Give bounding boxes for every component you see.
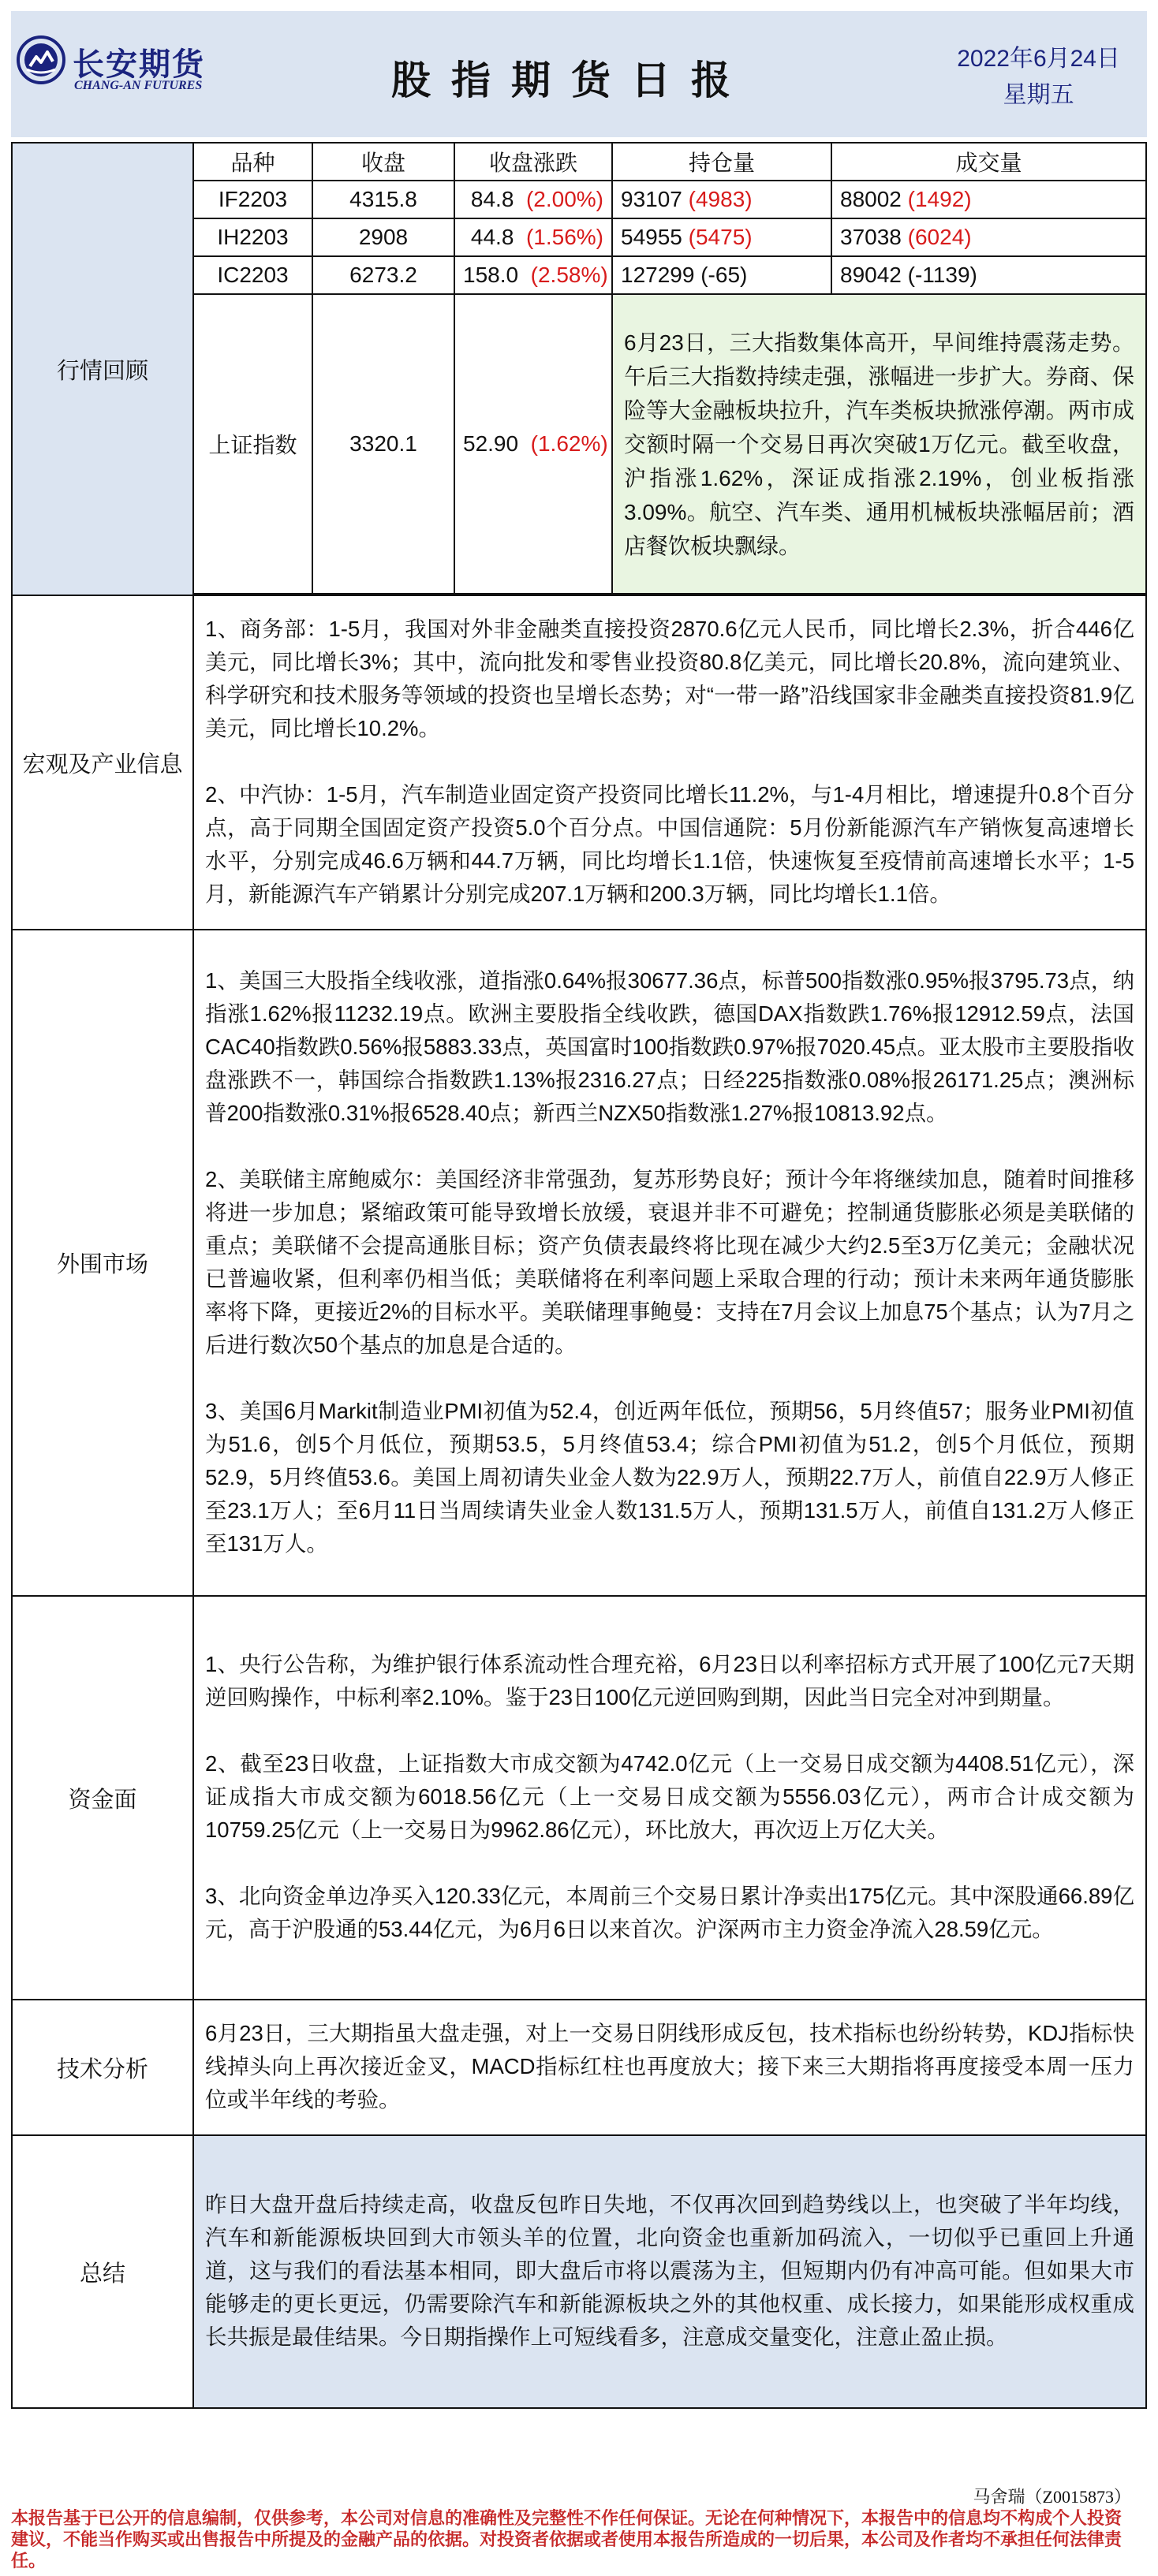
company-name-en: CHANG-AN FUTURES [74, 79, 203, 92]
index-name: 上证指数 [194, 294, 312, 594]
funding-paragraph: 1、央行公告称，为维护银行体系流动性合理充裕，6月23日以利率招标方式开展了100亿元7天期逆回购操作，中标利率2.10%。鉴于23日100亿元逆回购到期，因此当日完全对冲到期量。 [205, 1652, 1134, 1709]
summary-content: 昨日大盘开盘后持续走高，收盘反包昨日失地，不仅再次回到趋势线以上，也突破了半年均线，汽车和新能源板块回到大市领头羊的位置，北向资金也重新加码流入，一切似乎已重回上升通道，这与我们的看法基本相同，即大盘后市将以震荡为主，但短期内仍有冲高可能。但如果大市能够走的更长更远，仍需要除汽车和新能源板块之外的其他权重、成长接力，如果能形成权重成长共振是最佳结果。今日期指操作上可短线看多，注意成交量变化，注意止盈止损。 [193, 2135, 1146, 2408]
funding-section [12, 1596, 1146, 2000]
volume-change: (1492) [907, 187, 972, 211]
funding-content [193, 1596, 1146, 2000]
index-change: 52.90 (1.62%) [454, 294, 612, 594]
macro-section [12, 595, 1146, 930]
index-change-pct: (1.62%) [530, 431, 608, 456]
contract-name: IH2203 [194, 218, 312, 256]
section-label: 行情回顾 [12, 143, 193, 595]
funding-paragraph: 3、北向资金单边净买入120.33亿元，本周前三个交易日累计净卖出175亿元。其中深股通66.89亿元，高于沪股通的53.44亿元，为6月6日以来首次。沪深两市主力资金净流入28.59亿元。 [205, 1884, 1134, 1941]
contract-name: IF2203 [194, 181, 312, 218]
report-date-block [957, 41, 1120, 114]
external-paragraph: 2、美联储主席鲍威尔：美国经济非常强劲，复苏形势良好；预计今年将继续加息，随着时间推移将进一步加息；紧缩政策可能导致增长放缓，衰退并非不可避免；控制通货膨胀必须是美联储的重点；美联储不会提高通胀目标；资产负债表最终将比现在减少大约2.5至3万亿美元；金融状况已普遍收紧，但利率仍相当低；美联储将在利率问题上采取合理的行动；预计未来两年通货膨胀率将下降，更接近2%的目标水平。美联储理事鲍曼：支持在7月会议上加息75个基点；认为7月之后进行数次50个基点的加息是合适的。 [205, 1166, 1134, 1357]
quote-header: 品种 [194, 144, 312, 181]
index-close: 3320.1 [312, 294, 454, 594]
external-market-section [12, 930, 1146, 1596]
close-price: 2908 [312, 218, 454, 256]
summary-section [12, 2135, 1146, 2408]
section-label: 技术分析 [12, 2000, 193, 2135]
company-name-cn: 长安期货 [73, 47, 205, 82]
section-label: 总结 [12, 2135, 193, 2408]
report-header [11, 11, 1147, 137]
volume-change: (-1139) [907, 263, 977, 287]
quote-row [194, 181, 1145, 218]
close-change-pct: (2.00%) [525, 187, 603, 211]
company-logo [11, 35, 205, 114]
author: 马舍瑞（Z0015873） [973, 2487, 1131, 2507]
report-title: 股指期货日报 [391, 58, 751, 103]
macro-paragraph: 2、中汽协：1-5月，汽车制造业固定资产投资同比增长11.2%，与1-4月相比，增速提升0.8个百分点，高于同期全国固定资产投资5.0个百分点。中国信通院：5月份新能源汽车产销恢复高速增长水平，分别完成46.6万辆和44.7万辆，同比均增长1.1倍，快速恢复至疫情前高速增长水平；1-5月，新能源汽车产销累计分别完成207.1万辆和200.3万辆，同比均增长1.1倍。 [205, 782, 1134, 906]
volume: 89042 (-1139) [831, 256, 1145, 294]
quote-header: 成交量 [831, 144, 1145, 181]
quote-header: 收盘涨跌 [454, 144, 612, 181]
close-change: 158.0 (2.58%) [454, 256, 612, 294]
report-table [11, 142, 1147, 2409]
section-label: 资金面 [12, 1596, 193, 2000]
open-interest: 54955 (5475) [612, 218, 831, 256]
volume: 88002 (1492) [831, 181, 1145, 218]
disclaimer: 本报告基于已公开的信息编制，仅供参考，本公司对信息的准确性及完整性不作任何保证。无论在何种情况下，本报告中的信息均不构成个人投资建议，不能当作购买或出售报告中所提及的金融产品的依据。对投资者依据或者使用本报告所造成的一切后果，本公司及作者均不承担任何法律责任。 [11, 2508, 1123, 2570]
section-label: 宏观及产业信息 [12, 595, 193, 930]
market-review-section [12, 143, 1146, 595]
macro-paragraph: 1、商务部：1-5月，我国对外非金融类直接投资2870.6亿元人民币，同比增长2.3%，折合446亿美元，同比增长3%；其中，流向批发和零售业投资80.8亿美元，同比增长20.8%，流向建筑业、科学研究和技术服务等领域的投资也呈增长态势；对“一带一路”沿线国家非金融类直接投资81.9亿美元，同比增长10.2%。 [205, 617, 1134, 740]
open-interest: 127299 (-65) [612, 256, 831, 294]
close-change: 44.8 (1.56%) [454, 218, 612, 256]
technical-content: 6月23日，三大期指虽大盘走强，对上一交易日阴线形成反包，技术指标也纷纷转势，KDJ指标快线掉头向上再次接近金叉，MACD指标红柱也再度放大；接下来三大期指将再度接受本周一压力位或半年线的考验。 [193, 2000, 1146, 2135]
external-paragraph: 3、美国6月Markit制造业PMI初值为52.4，创近两年低位，预期56，5月终值57；服务业PMI初值为51.6，创5个月低位，预期53.5，5月终值53.4；综合PMI初值为51.2，创5个月低位，预期52.9，5月终值53.6。美国上周初请失业金人数为22.9万人，预期22.7万人，前值自22.9万人修正至23.1万人；至6月11日当周续请失业金人数131.5万人，预期131.5万人，前值自131.2万人修正至131万人。 [205, 1398, 1134, 1556]
market-review-text: 6月23日，三大指数集体高开，早间维持震荡走势。午后三大指数持续走强，涨幅进一步扩大。券商、保险等大金融板块拉升，汽车类板块掀涨停潮。两市成交额时隔一个交易日再次突破1万亿元。截至收盘，沪指涨1.62%，深证成指涨2.19%，创业板指涨3.09%。航空、汽车类、通用机械板块涨幅居前；酒店餐饮板块飘绿。 [612, 294, 1145, 594]
external-content [193, 930, 1146, 1596]
close-price: 6273.2 [312, 256, 454, 294]
close-change-pct: (1.56%) [525, 225, 603, 249]
report-date: 2022年6月24日 [957, 46, 1120, 72]
index-row [194, 294, 1145, 594]
contract-name: IC2203 [194, 256, 312, 294]
quote-header: 收盘 [312, 144, 454, 181]
close-price: 4315.8 [312, 181, 454, 218]
quote-header-row [194, 144, 1145, 181]
external-paragraph: 1、美国三大股指全线收涨，道指涨0.64%报30677.36点，标普500指数涨0.95%报3795.73点，纳指涨1.62%报11232.19点。欧洲主要股指全线收跌，德国DAX指数跌1.76%报12912.59点，法国CAC40指数跌0.56%报5883.33点，英国富时100指数跌0.97%报7020.45点。亚太股市主要股指收盘涨跌不一，韩国综合指数跌1.13%报2316.27点；日经225指数涨0.08%报26171.25点；澳洲标普200指数涨0.31%报6528.40点；新西兰NZX50指数涨1.27%报10813.92点。 [205, 967, 1134, 1125]
company-emblem-icon [16, 35, 66, 85]
report-weekday: 星期五 [1003, 82, 1074, 108]
open-interest-change: (4983) [688, 187, 753, 211]
funding-paragraph: 2、截至23日收盘，上证指数大市成交额为4742.0亿元（上一交易日成交额为4408.51亿元），深证成指大市成交额为6018.56亿元（上一交易日成交额为5556.03亿元），两市合计成交额为10759.25亿元（上一交易日为9962.86亿元），环比放大，再次迈上万亿大关。 [205, 1751, 1134, 1842]
open-interest: 93107 (4983) [612, 181, 831, 218]
close-change-pct: (2.58%) [530, 263, 608, 287]
macro-content [193, 595, 1146, 930]
open-interest-change: (5475) [688, 225, 753, 249]
technical-section [12, 2000, 1146, 2135]
quote-header: 持仓量 [612, 144, 831, 181]
volume: 37038 (6024) [831, 218, 1145, 256]
open-interest-change: (-65) [700, 263, 748, 287]
section-label: 外围市场 [12, 930, 193, 1596]
close-change: 84.8 (2.00%) [454, 181, 612, 218]
quote-table [194, 144, 1145, 595]
quote-row [194, 218, 1145, 256]
quote-row [194, 256, 1145, 294]
volume-change: (6024) [907, 225, 972, 249]
